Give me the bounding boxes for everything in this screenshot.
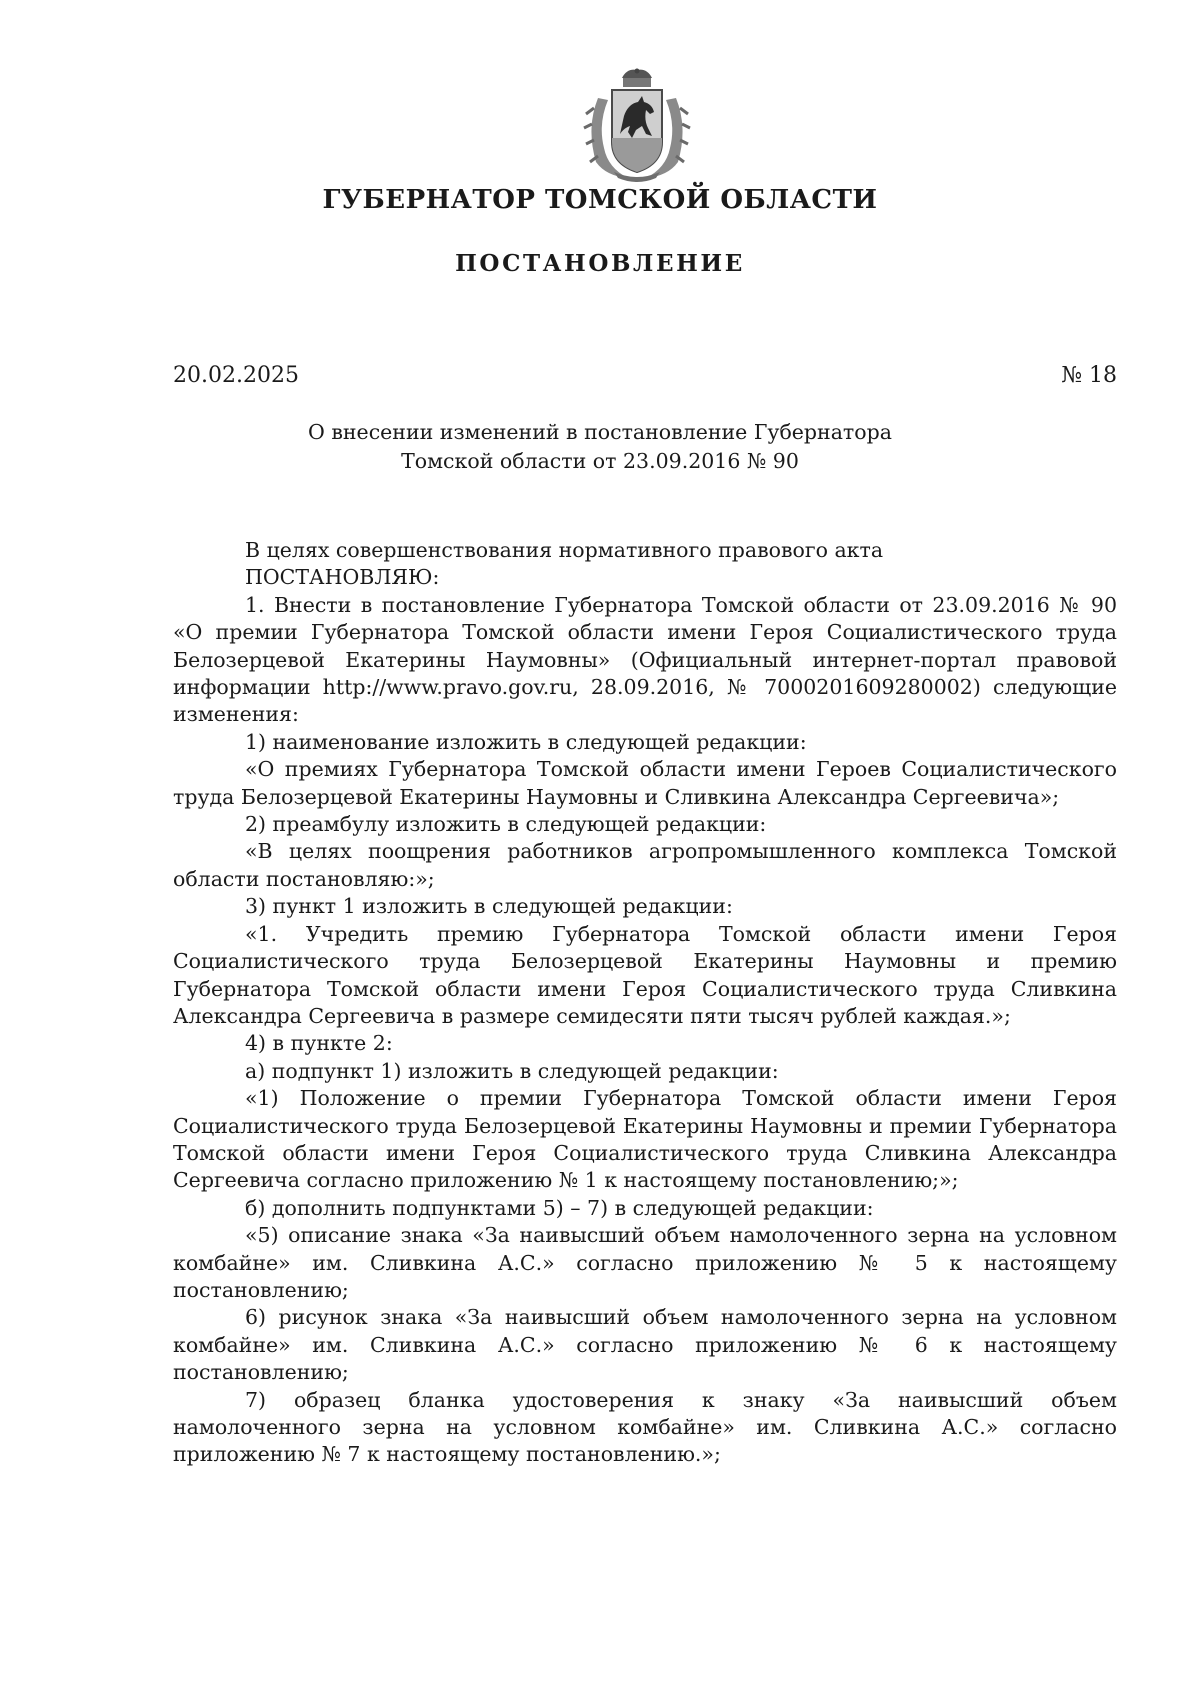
coat-of-arms-emblem [582, 68, 692, 182]
body-paragraph: 3) пункт 1 изложить в следующей редакции: [245, 894, 733, 919]
body-paragraph: 6) рисунок знака «За наивысший объем намолоченного зерна на условном комбайне» им. Сливкина А.С.» согласно приложению № 6 к настоящему постановлению; [173, 1305, 1117, 1385]
issuing-authority: ГУБЕРНАТОР ТОМСКОЙ ОБЛАСТИ [322, 185, 878, 215]
document-number: № 18 [1061, 363, 1117, 388]
document-body [173, 537, 1117, 1469]
crown-icon [622, 69, 652, 88]
body-paragraph: 2) преамбулу изложить в следующей редакции: [245, 812, 767, 837]
body-paragraph: «5) описание знака «За наивысший объем намолоченного зерна на условном комбайне» им. Сливкина А.С.» согласно приложению № 5 к настоящему постановлению; [173, 1223, 1117, 1302]
body-paragraph: «О премиях Губернатора Томской области имени Героев Социалистического труда Белозерцевой Екатерины Наумовны и Сливкина Александра Сергеевича»; [173, 757, 1117, 809]
body-paragraph: «1. Учредить премию Губернатора Томской области имени Героя Социалистического труда Белозерцевой Екатерины Наумовны и премию Губернатора Томской области имени Героя Социалистического труда Сливкина Александра Сергеевича в размере семидесяти пяти тысяч рублей каждая.»; [173, 921, 1117, 1028]
body-paragraph: «1) Положение о премии Губернатора Томской области имени Героя Социалистического труда Белозерцевой Екатерины Наумовны и премии Губернатора Томской области имени Героя Социалистического труда Сливкина Александра Сергеевича согласно приложению № 1 к настоящему постановлению;»; [173, 1086, 1117, 1193]
body-paragraph: 1. Внести в постановление Губернатора Томской области от 23.09.2016 № 90 «О премии Губернатора Томской области имени Героя Социалистического труда Белозерцевой Екатерины Наумовны» (Официальный интернет-портал правовой информации http://www.pravo.gov.ru, 28.09.2016, № 7000201609280002) следующие изменения: [173, 592, 1117, 727]
body-paragraph: «В целях поощрения работников агропромышленного комплекса Томской области постановляю:»; [173, 839, 1117, 891]
ribbon-icon [614, 172, 660, 182]
subject-line-2: Томской области от 23.09.2016 № 90 [401, 449, 799, 473]
document-subject [0, 418, 1200, 476]
subject-line-1: О внесении изменений в постановление Губернатора [308, 420, 892, 444]
document-date: 20.02.2025 [173, 363, 299, 388]
document-type: ПОСТАНОВЛЕНИЕ [455, 250, 745, 277]
body-paragraph: ПОСТАНОВЛЯЮ: [245, 565, 440, 590]
body-paragraph: В целях совершенствования нормативного правового акта [245, 538, 884, 562]
body-paragraph: 7) образец бланка удостоверения к знаку «За наивысший объем намолоченного зерна на условном комбайне» им. Сливкина А.С.» согласно приложению № 7 к настоящему постановлению.»; [173, 1387, 1117, 1467]
body-paragraph: б) дополнить подпунктами 5) – 7) в следующей редакции: [245, 1195, 874, 1220]
body-paragraph: а) подпункт 1) изложить в следующей редакции: [245, 1058, 779, 1083]
body-paragraph: 4) в пункте 2: [245, 1031, 393, 1056]
body-paragraph: 1) наименование изложить в следующей редакции: [245, 729, 807, 754]
